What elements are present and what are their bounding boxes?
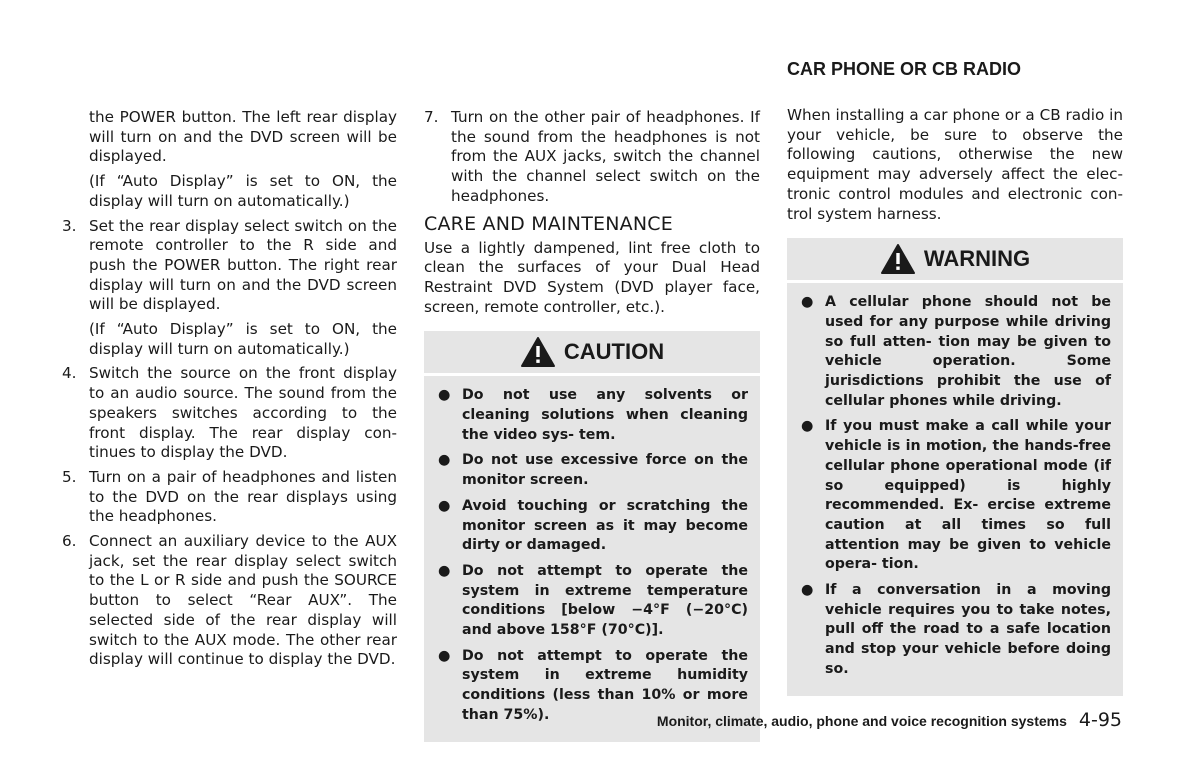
warning-list [799,293,1111,679]
step-number: 3. [62,216,77,235]
warning-box [787,238,1123,695]
step-6 [62,532,397,670]
bullet-icon: ● [801,582,814,599]
section-title: Monitor, climate, audio, phone and voice recognition systems [656,713,1067,729]
list-item: ● Do not use any solvents or cleaning solutions when cleaning the video sys- tem. [436,386,748,445]
warning-header [787,238,1123,283]
auto-display-note: (If “Auto Display” is set to ON, the display will turn on automatically.) [89,172,397,210]
step-number: 5. [62,467,77,486]
step-4 [62,364,397,463]
continued-step-text: the POWER button. The left rear display will turn on and the DVD screen will be displayed. [89,108,397,166]
step-text: Switch the source on the front display to an audio source. The sound from the speakers switches according to the front display. The rear display con- tinues to display the DVD. [89,364,397,462]
caution-title: CAUTION [563,339,665,365]
step-3 [62,217,397,316]
caution-box [424,331,760,741]
car-phone-paragraph: When installing a car phone or a CB radio in your vehicle, be sure to observe the following cautions, otherwise the new equipment may adversely affect the elec- tronic control modules and electronic con- trol system harness. [787,106,1123,223]
bullet-icon: ● [438,387,451,404]
step-5 [62,468,397,527]
car-phone-heading: CAR PHONE OR CB RADIO [787,59,1022,79]
bullet-icon: ● [801,418,814,435]
care-maintenance-heading: CARE AND MAINTENANCE [424,212,673,235]
bullet-icon: ● [438,452,451,469]
right-column [787,58,1123,696]
caution-header [424,331,760,376]
caution-list [436,386,748,725]
left-column [62,108,397,675]
middle-column [424,108,760,742]
warning-triangle-icon [520,336,556,368]
list-item: ● Do not use excessive force on the monitor screen. [436,451,748,490]
warning-title: WARNING [923,246,1031,272]
page-footer [657,709,1122,731]
bullet-icon: ● [438,497,451,514]
list-item: ● A cellular phone should not be used for any purpose while driving so full atten- tion may be given to vehicle operation. Some jurisdictions prohibit the use of cellular phones while driving. [799,293,1111,411]
step-text: Turn on the other pair of headphones. If the sound from the headphones is not from the AUX jacks, switch the channel with the channel select switch on the headphones. [451,108,760,205]
list-item: ● Do not attempt to operate the system in extreme humidity conditions (less than 10% or more than 75%). [436,647,748,726]
care-maintenance-paragraph: Use a lightly dampened, lint free cloth to clean the surfaces of your Dual Head Restraint DVD System (DVD player face, screen, remote controller, etc.). [424,238,760,316]
warning-triangle-icon [880,243,916,275]
step-number: 6. [62,532,77,551]
list-item: ● Do not attempt to operate the system in extreme temperature conditions [below −4°F (−20°C) and above 158°F (70°C)]. [436,562,748,641]
bullet-icon: ● [438,562,451,579]
step-7 [424,108,760,207]
bullet-icon: ● [801,294,814,311]
page-number: 4-95 [1078,709,1122,731]
step-number: 7. [424,108,439,126]
step-text: Set the rear display select switch on the remote controller to the R side and push the POWER button. The right rear display will turn on and the DVD screen will be displayed. [89,216,397,314]
list-item: ● If a conversation in a moving vehicle requires you to take notes, pull off the road to a safe location and stop your vehicle before doing so. [799,581,1111,680]
list-item: ● If you must make a call while your vehicle is in motion, the hands-free cellular phone operational mode (if so equipped) is highly recommended. Ex- ercise extreme caution at all times so full attention may be given to vehicle opera- tion. [799,417,1111,575]
step-text: Turn on a pair of headphones and listen to the DVD on the rear displays using the headphones. [89,467,397,526]
step-number: 4. [62,364,77,383]
list-item: ● Avoid touching or scratching the monitor screen as it may become dirty or damaged. [436,497,748,556]
step-text: Connect an auxiliary device to the AUX jack, set the rear display select switch to the L or R side and push the SOURCE button to select “Rear AUX”. The selected side of the rear display will switch to the AUX mode. The other rear display will continue to display the DVD. [89,532,397,669]
auto-display-note: (If “Auto Display” is set to ON, the display will turn on automatically.) [89,320,397,358]
bullet-icon: ● [438,647,451,664]
